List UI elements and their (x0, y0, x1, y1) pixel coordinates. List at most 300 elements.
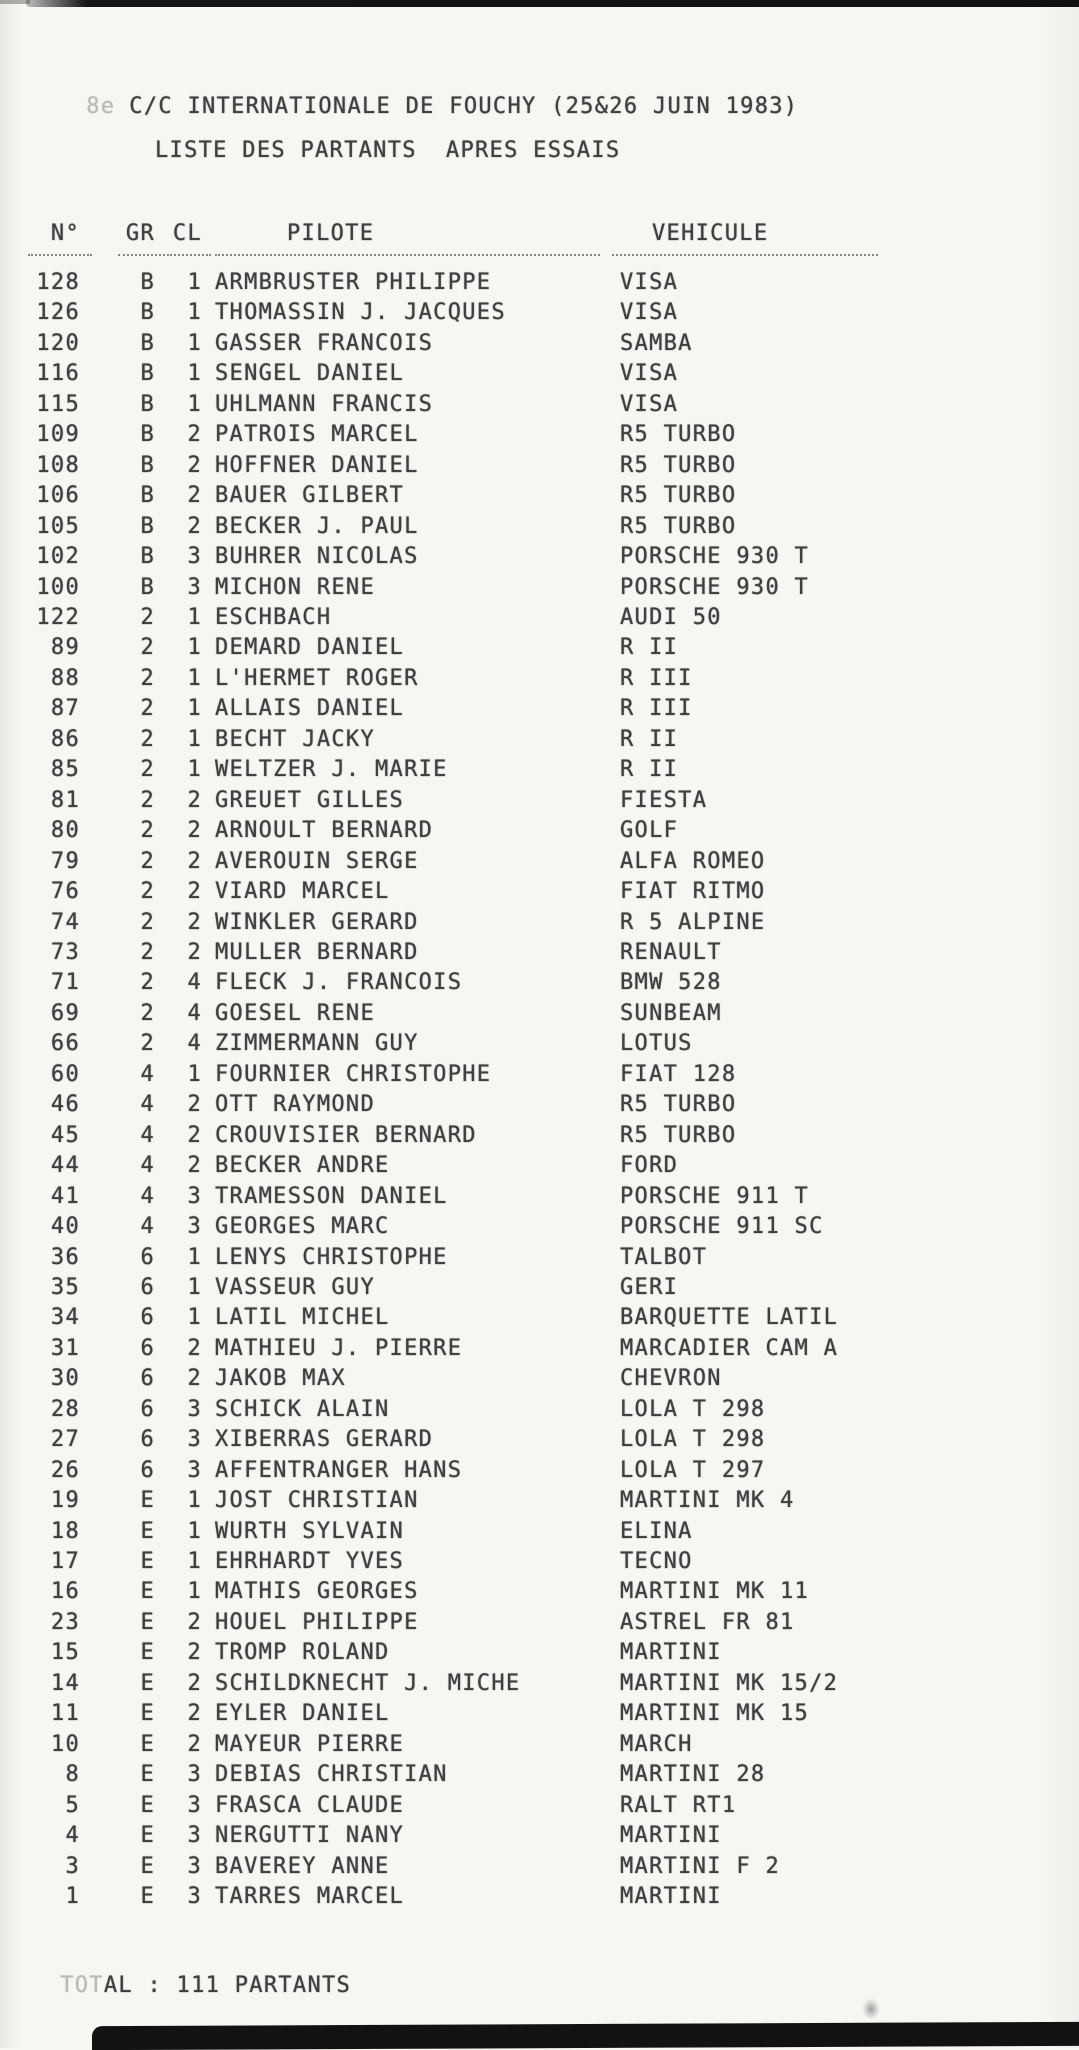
cell-pilote: FRASCA CLAUDE (215, 1792, 405, 1818)
cell-class: 4 (187, 970, 202, 996)
cell-number: 126 (36, 300, 80, 326)
cell-class: 3 (187, 544, 202, 570)
table-row (0, 1760, 1079, 1790)
cell-pilote: XIBERRAS GERARD (215, 1427, 434, 1453)
cell-class: 2 (187, 787, 202, 813)
cell-group: E (140, 1762, 155, 1788)
cell-pilote: BUHRER NICOLAS (215, 544, 419, 570)
cell-number: 18 (50, 1518, 80, 1544)
cell-vehicule: FIESTA (620, 787, 708, 813)
cell-vehicule: R5 TURBO (620, 1092, 737, 1118)
table-row (0, 420, 1079, 450)
cell-pilote: DEMARD DANIEL (215, 635, 405, 661)
cell-group: 6 (140, 1427, 155, 1453)
cell-pilote: AFFENTRANGER HANS (215, 1457, 463, 1483)
cell-vehicule: AUDI 50 (620, 604, 722, 630)
cell-class: 2 (187, 909, 202, 935)
cell-vehicule: VISA (620, 300, 679, 326)
cell-pilote: JOST CHRISTIAN (215, 1488, 419, 1514)
cell-number: 116 (36, 361, 80, 387)
cell-number: 31 (50, 1335, 80, 1361)
cell-vehicule: BMW 528 (620, 970, 722, 996)
cell-pilote: BAVEREY ANNE (215, 1853, 390, 1879)
table-row (0, 1791, 1079, 1821)
cell-class: 3 (187, 1884, 202, 1910)
cell-pilote: ARMBRUSTER PHILIPPE (215, 270, 492, 295)
underline-vehicule (612, 254, 878, 256)
cell-group: B (140, 391, 155, 417)
cell-class: 2 (187, 1609, 202, 1635)
cell-number: 16 (50, 1579, 80, 1605)
total-line (2, 1941, 351, 2031)
cell-number: 4 (65, 1823, 80, 1849)
cell-number: 105 (36, 513, 80, 539)
cell-group: 4 (140, 1061, 155, 1087)
cell-group: E (140, 1731, 155, 1757)
cell-group: 6 (140, 1366, 155, 1392)
scan-edge-bottom (92, 2022, 1079, 2050)
cell-group: B (140, 330, 155, 356)
cell-group: B (140, 452, 155, 478)
cell-group: 2 (140, 970, 155, 996)
page-subtitle: LISTE DES PARTANTS APRES ESSAIS (155, 138, 621, 163)
cell-group: B (140, 422, 155, 448)
table-row (0, 908, 1079, 938)
cell-vehicule: RALT RT1 (620, 1792, 737, 1818)
cell-group: 6 (140, 1396, 155, 1422)
cell-number: 100 (36, 574, 80, 600)
table-row (0, 1334, 1079, 1364)
cell-vehicule: PORSCHE 930 T (620, 574, 810, 600)
total-label-faded: TOT (60, 1973, 104, 1998)
cell-number: 79 (50, 848, 80, 874)
cell-class: 1 (187, 391, 202, 417)
cell-number: 109 (36, 422, 80, 448)
cell-pilote: WELTZER J. MARIE (215, 757, 448, 783)
cell-vehicule: R5 TURBO (620, 483, 737, 509)
cell-pilote: WURTH SYLVAIN (215, 1518, 405, 1544)
cell-class: 2 (187, 1092, 202, 1118)
cell-pilote: GREUET GILLES (215, 787, 405, 813)
cell-pilote: L'HERMET ROGER (215, 665, 419, 691)
cell-number: 85 (50, 757, 80, 783)
cell-pilote: NERGUTTI NANY (215, 1823, 405, 1849)
starters-table (0, 218, 1079, 1912)
cell-group: E (140, 1549, 155, 1575)
table-row (0, 1882, 1079, 1912)
cell-number: 17 (50, 1549, 80, 1575)
cell-pilote: TARRES MARCEL (215, 1884, 405, 1910)
cell-vehicule: GOLF (620, 818, 679, 844)
cell-class: 2 (187, 1670, 202, 1696)
table-row (0, 847, 1079, 877)
table-row (0, 542, 1079, 572)
cell-number: 1 (65, 1884, 80, 1910)
cell-group: E (140, 1488, 155, 1514)
cell-group: 2 (140, 635, 155, 661)
table-row (0, 1699, 1079, 1729)
cell-pilote: TRAMESSON DANIEL (215, 1183, 448, 1209)
cell-class: 1 (187, 1061, 202, 1087)
table-row (0, 359, 1079, 389)
cell-vehicule: MARCH (620, 1731, 693, 1757)
cell-number: 26 (50, 1457, 80, 1483)
cell-group: E (140, 1884, 155, 1910)
cell-pilote: HOUEL PHILIPPE (215, 1609, 419, 1635)
table-row (0, 573, 1079, 603)
header-underlines (0, 250, 1079, 266)
cell-vehicule: GERI (620, 1274, 679, 1300)
table-row (0, 451, 1079, 481)
cell-pilote: BECKER ANDRE (215, 1153, 390, 1179)
underline-pilote (215, 254, 600, 256)
cell-class: 1 (187, 757, 202, 783)
cell-number: 46 (50, 1092, 80, 1118)
cell-group: E (140, 1609, 155, 1635)
cell-pilote: BECHT JACKY (215, 726, 375, 752)
cell-class: 3 (187, 1214, 202, 1240)
table-row (0, 268, 1079, 298)
cell-group: 4 (140, 1122, 155, 1148)
cell-group: 2 (140, 1000, 155, 1026)
cell-vehicule: LOLA T 298 (620, 1396, 766, 1422)
table-row (0, 816, 1079, 846)
cell-vehicule: R II (620, 726, 679, 752)
table-row (0, 1364, 1079, 1394)
table-row (0, 1182, 1079, 1212)
cell-class: 1 (187, 300, 202, 326)
cell-vehicule: VISA (620, 391, 679, 417)
cell-pilote: GASSER FRANCOIS (215, 330, 434, 356)
cell-vehicule: ELINA (620, 1518, 693, 1544)
cell-vehicule: R III (620, 696, 693, 722)
cell-vehicule: BARQUETTE LATIL (620, 1305, 839, 1331)
cell-vehicule: R5 TURBO (620, 513, 737, 539)
cell-group: B (140, 544, 155, 570)
table-row (0, 1821, 1079, 1851)
cell-group: E (140, 1823, 155, 1849)
table-row (0, 694, 1079, 724)
cell-class: 2 (187, 1122, 202, 1148)
cell-group: 6 (140, 1244, 155, 1270)
cell-group: 6 (140, 1274, 155, 1300)
cell-pilote: AVEROUIN SERGE (215, 848, 419, 874)
cell-group: E (140, 1701, 155, 1727)
cell-pilote: MATHIS GEORGES (215, 1579, 419, 1605)
table-row (0, 1730, 1079, 1760)
table-row (0, 298, 1079, 328)
table-row (0, 1577, 1079, 1607)
cell-vehicule: MARTINI MK 15 (620, 1701, 810, 1727)
cell-pilote: GEORGES MARC (215, 1214, 390, 1240)
table-row (0, 755, 1079, 785)
cell-class: 1 (187, 330, 202, 356)
cell-number: 89 (50, 635, 80, 661)
cell-group: 4 (140, 1183, 155, 1209)
cell-pilote: VIARD MARCEL (215, 879, 390, 905)
cell-vehicule: MARTINI 28 (620, 1762, 766, 1788)
cell-number: 3 (65, 1853, 80, 1879)
cell-vehicule: MARCADIER CAM A (620, 1335, 839, 1361)
cell-vehicule: VISA (620, 361, 679, 387)
cell-group: 6 (140, 1457, 155, 1483)
cell-group: B (140, 574, 155, 600)
cell-class: 2 (187, 483, 202, 509)
cell-vehicule: CHEVRON (620, 1366, 722, 1392)
cell-class: 1 (187, 635, 202, 661)
cell-pilote: SCHILDKNECHT J. MICHE (215, 1670, 521, 1696)
cell-number: 60 (50, 1061, 80, 1087)
cell-pilote: EYLER DANIEL (215, 1701, 390, 1727)
scan-edge-top (26, 0, 1079, 7)
cell-number: 71 (50, 970, 80, 996)
cell-vehicule: LOLA T 297 (620, 1457, 766, 1483)
cell-vehicule: FIAT 128 (620, 1061, 737, 1087)
cell-pilote: ALLAIS DANIEL (215, 696, 405, 722)
cell-pilote: FLECK J. FRANCOIS (215, 970, 463, 996)
cell-number: 30 (50, 1366, 80, 1392)
table-row (0, 481, 1079, 511)
cell-vehicule: VISA (620, 270, 679, 295)
cell-vehicule: MARTINI MK 15/2 (620, 1670, 839, 1696)
cell-group: 2 (140, 604, 155, 630)
cell-pilote: ZIMMERMANN GUY (215, 1031, 419, 1057)
cell-vehicule: MARTINI F 2 (620, 1853, 780, 1879)
cell-pilote: SENGEL DANIEL (215, 361, 405, 387)
cell-class: 2 (187, 939, 202, 965)
cell-vehicule: TECNO (620, 1549, 693, 1575)
cell-pilote: MICHON RENE (215, 574, 375, 600)
cell-vehicule: MARTINI MK 11 (620, 1579, 810, 1605)
cell-pilote: BAUER GILBERT (215, 483, 405, 509)
cell-pilote: TROMP ROLAND (215, 1640, 390, 1666)
cell-group: E (140, 1579, 155, 1605)
cell-group: 2 (140, 757, 155, 783)
cell-class: 3 (187, 1762, 202, 1788)
cell-vehicule: MARTINI (620, 1640, 722, 1666)
cell-number: 35 (50, 1274, 80, 1300)
column-header-vehicule: VEHICULE (652, 221, 769, 246)
table-row (0, 1151, 1079, 1181)
cell-vehicule: MARTINI (620, 1884, 722, 1910)
cell-pilote: OTT RAYMOND (215, 1092, 375, 1118)
cell-number: 87 (50, 696, 80, 722)
cell-class: 3 (187, 1792, 202, 1818)
cell-pilote: BECKER J. PAUL (215, 513, 419, 539)
cell-class: 4 (187, 1031, 202, 1057)
cell-group: 2 (140, 939, 155, 965)
title-prefix: 8e (86, 94, 116, 119)
cell-class: 2 (187, 513, 202, 539)
cell-number: 14 (50, 1670, 80, 1696)
cell-number: 27 (50, 1427, 80, 1453)
cell-vehicule: R5 TURBO (620, 422, 737, 448)
cell-class: 1 (187, 1274, 202, 1300)
table-row (0, 786, 1079, 816)
cell-number: 5 (65, 1792, 80, 1818)
cell-class: 1 (187, 1305, 202, 1331)
cell-group: 4 (140, 1092, 155, 1118)
total-label: AL : 111 PARTANTS (103, 1973, 352, 1998)
table-row (0, 1425, 1079, 1455)
cell-group: 2 (140, 879, 155, 905)
cell-group: 4 (140, 1214, 155, 1240)
cell-vehicule: R II (620, 635, 679, 661)
cell-group: E (140, 1853, 155, 1879)
cell-number: 120 (36, 330, 80, 356)
cell-group: 6 (140, 1335, 155, 1361)
table-row (0, 1517, 1079, 1547)
table-row (0, 512, 1079, 542)
column-header-class: CL (172, 221, 202, 246)
cell-vehicule: SAMBA (620, 330, 693, 356)
cell-group: 2 (140, 787, 155, 813)
cell-class: 3 (187, 1396, 202, 1422)
cell-number: 69 (50, 1000, 80, 1026)
table-row (0, 1273, 1079, 1303)
cell-vehicule: R5 TURBO (620, 452, 737, 478)
cell-pilote: WINKLER GERARD (215, 909, 419, 935)
cell-class: 2 (187, 1366, 202, 1392)
cell-number: 88 (50, 665, 80, 691)
table-row (0, 1090, 1079, 1120)
cell-number: 36 (50, 1244, 80, 1270)
cell-pilote: GOESEL RENE (215, 1000, 375, 1026)
cell-group: B (140, 270, 155, 295)
cell-pilote: PATROIS MARCEL (215, 422, 419, 448)
cell-group: 2 (140, 696, 155, 722)
cell-class: 1 (187, 604, 202, 630)
cell-class: 1 (187, 665, 202, 691)
cell-group: 2 (140, 818, 155, 844)
column-header-number: N° (50, 221, 80, 246)
cell-number: 108 (36, 452, 80, 478)
cell-number: 11 (50, 1701, 80, 1727)
underline-group (118, 254, 165, 256)
cell-group: 2 (140, 726, 155, 752)
cell-class: 2 (187, 1640, 202, 1666)
cell-class: 3 (187, 1427, 202, 1453)
cell-class: 2 (187, 422, 202, 448)
cell-class: 1 (187, 1549, 202, 1575)
cell-vehicule: MARTINI MK 4 (620, 1488, 795, 1514)
cell-class: 1 (187, 1579, 202, 1605)
cell-number: 128 (36, 270, 80, 295)
cell-pilote: LENYS CHRISTOPHE (215, 1244, 448, 1270)
cell-number: 115 (36, 391, 80, 417)
table-row (0, 1243, 1079, 1273)
cell-number: 81 (50, 787, 80, 813)
cell-number: 74 (50, 909, 80, 935)
cell-class: 3 (187, 1457, 202, 1483)
cell-number: 80 (50, 818, 80, 844)
cell-class: 1 (187, 270, 202, 295)
cell-pilote: LATIL MICHEL (215, 1305, 390, 1331)
underline-number (28, 254, 92, 256)
cell-vehicule: LOLA T 298 (620, 1427, 766, 1453)
cell-vehicule: LOTUS (620, 1031, 693, 1057)
cell-number: 76 (50, 879, 80, 905)
cell-vehicule: R II (620, 757, 679, 783)
cell-number: 19 (50, 1488, 80, 1514)
table-row (0, 633, 1079, 663)
table-row (0, 1121, 1079, 1151)
cell-pilote: CROUVISIER BERNARD (215, 1122, 477, 1148)
cell-class: 2 (187, 848, 202, 874)
cell-vehicule: TALBOT (620, 1244, 708, 1270)
cell-class: 1 (187, 361, 202, 387)
cell-group: 2 (140, 665, 155, 691)
underline-class (167, 254, 211, 256)
table-row (0, 1486, 1079, 1516)
table-row (0, 1303, 1079, 1333)
cell-class: 1 (187, 726, 202, 752)
cell-vehicule: FIAT RITMO (620, 879, 766, 905)
cell-group: 6 (140, 1305, 155, 1331)
table-row (0, 1456, 1079, 1486)
cell-class: 3 (187, 1853, 202, 1879)
cell-number: 45 (50, 1122, 80, 1148)
cell-pilote: THOMASSIN J. JACQUES (215, 300, 506, 326)
cell-number: 23 (50, 1609, 80, 1635)
table-row (0, 1060, 1079, 1090)
table-row (0, 1638, 1079, 1668)
table-row (0, 877, 1079, 907)
cell-pilote: ESCHBACH (215, 604, 332, 630)
cell-pilote: VASSEUR GUY (215, 1274, 375, 1300)
cell-group: 4 (140, 1153, 155, 1179)
cell-number: 8 (65, 1762, 80, 1788)
table-row (0, 1608, 1079, 1638)
cell-pilote: HOFFNER DANIEL (215, 452, 419, 478)
cell-pilote: EHRHARDT YVES (215, 1549, 405, 1575)
scan-artifact-blob (862, 1998, 880, 2020)
cell-number: 122 (36, 604, 80, 630)
cell-number: 106 (36, 483, 80, 509)
cell-pilote: SCHICK ALAIN (215, 1396, 390, 1422)
cell-class: 3 (187, 1183, 202, 1209)
cell-vehicule: PORSCHE 930 T (620, 544, 810, 570)
cell-vehicule: R III (620, 665, 693, 691)
cell-number: 86 (50, 726, 80, 752)
cell-number: 34 (50, 1305, 80, 1331)
cell-pilote: JAKOB MAX (215, 1366, 346, 1392)
table-row (0, 1547, 1079, 1577)
cell-vehicule: FORD (620, 1153, 679, 1179)
cell-class: 1 (187, 696, 202, 722)
cell-class: 2 (187, 879, 202, 905)
cell-group: 2 (140, 909, 155, 935)
cell-number: 10 (50, 1731, 80, 1757)
table-row (0, 1395, 1079, 1425)
cell-class: 1 (187, 1488, 202, 1514)
table-row (0, 1852, 1079, 1882)
cell-vehicule: RENAULT (620, 939, 722, 965)
cell-vehicule: ALFA ROMEO (620, 848, 766, 874)
cell-class: 3 (187, 574, 202, 600)
table-body (0, 268, 1079, 1912)
cell-number: 15 (50, 1640, 80, 1666)
table-row (0, 968, 1079, 998)
cell-number: 73 (50, 939, 80, 965)
cell-group: E (140, 1670, 155, 1696)
cell-pilote: DEBIAS CHRISTIAN (215, 1762, 448, 1788)
cell-pilote: FOURNIER CHRISTOPHE (215, 1061, 492, 1087)
cell-class: 2 (187, 452, 202, 478)
table-row (0, 1029, 1079, 1059)
cell-class: 2 (187, 818, 202, 844)
table-header-row (0, 218, 1079, 250)
